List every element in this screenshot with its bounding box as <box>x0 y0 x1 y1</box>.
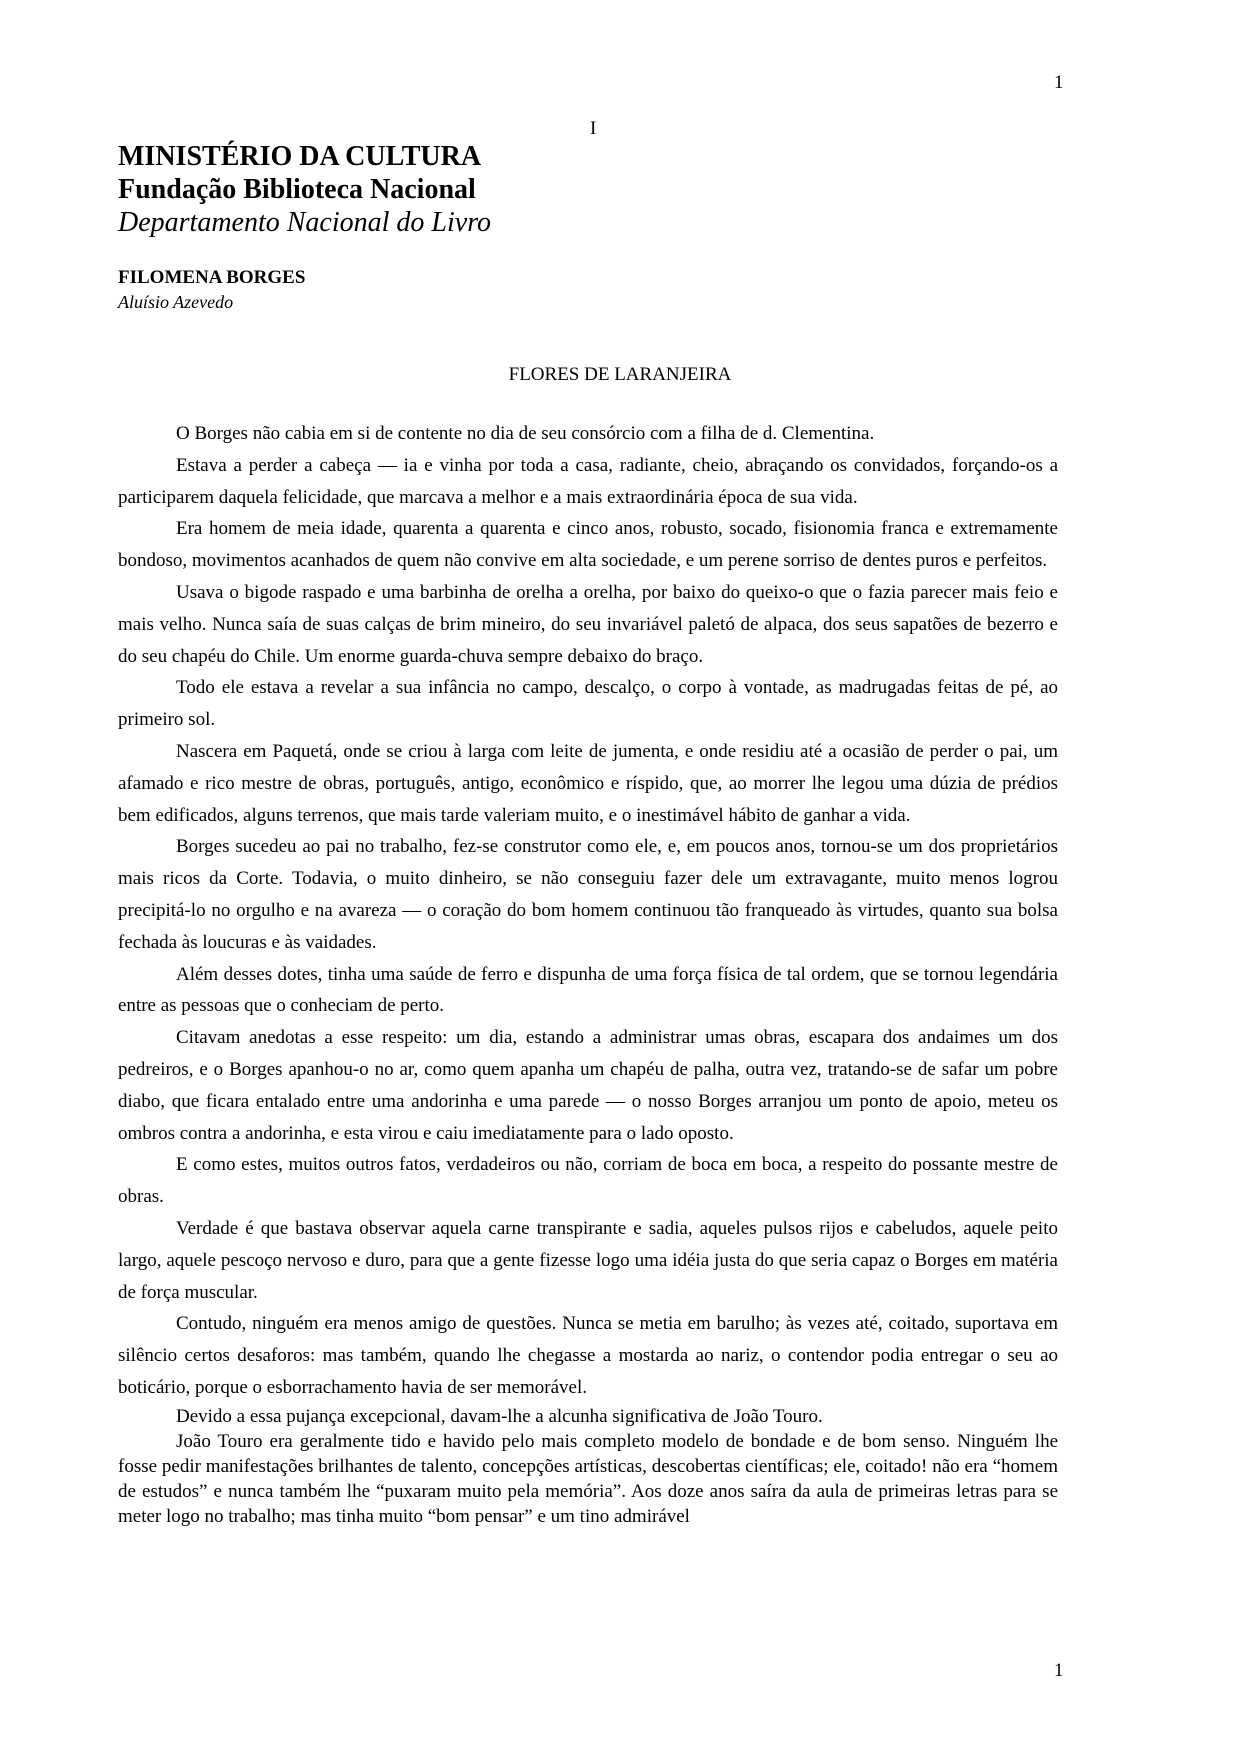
page-number-top: 1 <box>1054 72 1064 93</box>
ministry-heading: MINISTÉRIO DA CULTURA <box>118 141 482 172</box>
paragraph: Todo ele estava a revelar a sua infância no campo, descalço, o corpo à vontade, as madrugadas feitas de pé, ao primeiro sol. <box>118 677 1058 731</box>
chapter-numeral: I <box>590 118 597 139</box>
paragraph: João Touro era geralmente tido e havido pelo mais completo modelo de bondade e de bom senso. Ninguém lhe fosse pedir manifestações brilhantes de talento, concepções artísticas, descobertas científicas; ele, coitado! não era “homem de estudos” e nunca também lhe “puxaram muito pela memória”. Aos doze anos saíra da aula de primeiras letras para se meter logo no trabalho; mas tinha muito “bom pensar” e um tino admirável <box>118 1430 1058 1527</box>
page-number-bottom: 1 <box>1054 1660 1064 1681</box>
paragraph: O Borges não cabia em si de contente no dia de seu consórcio com a filha de d. Clementina. <box>176 423 875 444</box>
paragraph: Contudo, ninguém era menos amigo de questões. Nunca se metia em barulho; às vezes até, coitado, suportava em silêncio certos desaforos: mas também, quando lhe chegasse a mostarda ao nariz, o contendor podia entregar o seu ao boticário, porque o esborrachamento havia de ser memorável. <box>118 1313 1058 1398</box>
paragraph: E como estes, muitos outros fatos, verdadeiros ou não, corriam de boca em boca, a respeito do possante mestre de obras. <box>118 1154 1058 1208</box>
foundation-heading: Fundação Biblioteca Nacional <box>118 174 476 205</box>
paragraph: Além desses dotes, tinha uma saúde de ferro e dispunha de uma força física de tal ordem, que se tornou legendária entre as pessoas que o conheciam de perto. <box>118 963 1058 1017</box>
paragraph: Devido a essa pujança excepcional, davam-lhe a alcunha significativa de João Touro. <box>176 1405 823 1427</box>
paragraph: Era homem de meia idade, quarenta a quarenta e cinco anos, robusto, socado, fisionomia franca e extremamente bondoso, movimentos acanhados de quem não convive em alta sociedade, e um perene sorriso de dentes puros e perfeitos. <box>118 518 1058 572</box>
department-heading: Departamento Nacional do Livro <box>118 207 492 238</box>
paragraph: Verdade é que bastava observar aquela carne transpirante e sadia, aqueles pulsos rijos e cabeludos, aquele peito largo, aquele pescoço nervoso e duro, para que a gente fizesse logo uma idéia justa do que seria capaz o Borges em matéria de força muscular. <box>118 1217 1058 1303</box>
publisher-header <box>118 140 718 239</box>
paragraph: Nascera em Paquetá, onde se criou à larga com leite de jumenta, e onde residiu até a ocasião de perder o pai, um afamado e rico mestre de obras, português, antigo, econômico e ríspido, que, ao morrer lhe legou uma dúzia de prédios bem edificados, alguns terrenos, que mais tarde valeriam muito, e o inestimável hábito de ganhar a vida. <box>118 740 1058 826</box>
book-info <box>118 266 305 314</box>
paragraph: Borges sucedeu ao pai no trabalho, fez-se construtor como ele, e, em poucos anos, tornou-se um dos proprietários mais ricos da Corte. Todavia, o muito dinheiro, se não conseguiu fazer dele um extravagante, muito menos logrou precipitá-lo no orgulho e na avareza — o coração do bom homem continuou tão franqueado às virtudes, quanto sua bolsa fechada às loucuras e às vaidades. <box>118 836 1058 953</box>
paragraph: Estava a perder a cabeça — ia e vinha por toda a casa, radiante, cheio, abraçando os convidados, forçando-os a participarem daquela felicidade, que marcava a melhor e a mais extraordinária época de sua vida. <box>118 454 1058 508</box>
section-title: FLORES DE LARANJEIRA <box>508 364 732 385</box>
book-title: FILOMENA BORGES <box>118 267 306 288</box>
book-author: Aluísio Azevedo <box>118 292 234 312</box>
body-text <box>118 418 1058 1529</box>
paragraph: Citavam anedotas a esse respeito: um dia, estando a administrar umas obras, escapara dos andaimes um dos pedreiros, e o Borges apanhou-o no ar, como quem apanha um chapéu de palha, outra vez, tratando-se de safar um pobre diabo, que ficara entalado entre uma andorinha e uma parede — o nosso Borges arranjou um ponto de apoio, meteu os ombros contra a andorinha, e esta virou e caiu imediatamente para o lado oposto. <box>118 1027 1058 1144</box>
paragraph: Usava o bigode raspado e uma barbinha de orelha a orelha, por baixo do queixo-o que o fazia parecer mais feio e mais velho. Nunca saía de suas calças de brim mineiro, do seu invariável paletó de alpaca, dos seus sapatões de bezerro e do seu chapéu do Chile. Um enorme guarda-chuva sempre debaixo do braço. <box>118 581 1058 667</box>
